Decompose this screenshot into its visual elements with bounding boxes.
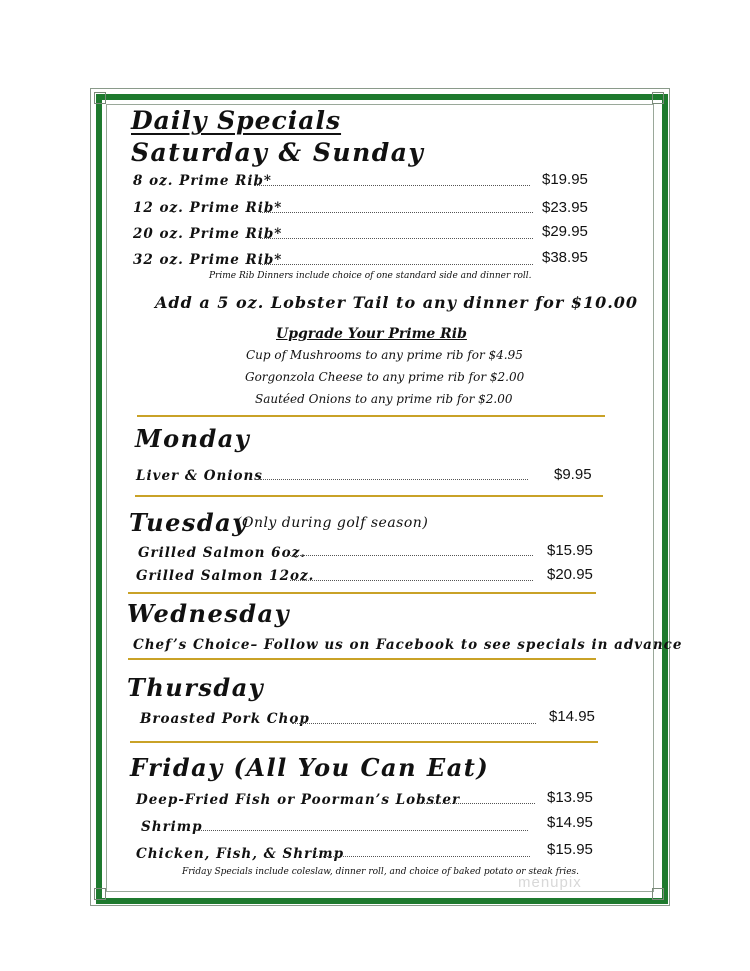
menu-item-name: 32 oz. Prime Rib* <box>133 252 283 268</box>
upgrade-option: Sautéed Onions to any prime rib for $2.00 <box>255 392 513 406</box>
tuesday-subheading: (Only during golf season) <box>236 515 429 531</box>
dot-leader <box>254 184 530 186</box>
menu-item-price: $38.95 <box>542 249 588 266</box>
dot-leader <box>260 211 533 213</box>
prime-rib-note: Prime Rib Dinners include choice of one standard side and dinner roll. <box>209 271 532 281</box>
menu-item-price: $20.95 <box>547 566 593 583</box>
menu-item-name: Grilled Salmon 12oz. <box>136 568 315 584</box>
menu-item-price: $15.95 <box>547 542 593 559</box>
corner-ornament <box>94 888 106 900</box>
friday-note: Friday Specials include coleslaw, dinner roll, and choice of baked potato or steak fries. <box>182 867 580 877</box>
section-divider <box>135 495 603 497</box>
dot-leader <box>260 237 533 239</box>
menu-item-price: $14.95 <box>549 708 595 725</box>
menu-item-price: $23.95 <box>542 199 588 216</box>
menu-item-name: Broasted Pork Chop <box>140 711 310 727</box>
menu-item-name: Deep-Fried Fish or Poorman’s Lobster <box>136 792 461 808</box>
menu-item-price: $9.95 <box>554 466 592 483</box>
menu-item-name: Grilled Salmon 6oz. <box>138 545 306 561</box>
section-divider <box>128 658 596 660</box>
menu-item-name: 20 oz. Prime Rib* <box>133 226 283 242</box>
dot-leader <box>196 829 528 831</box>
menu-item-name: Liver & Onions <box>136 468 263 484</box>
wednesday-heading: Wednesday <box>127 599 291 628</box>
menu-item-name: 12 oz. Prime Rib* <box>133 200 283 216</box>
watermark: menupix <box>518 874 582 891</box>
lobster-addon: Add a 5 oz. Lobster Tail to any dinner for $10.00 <box>155 293 639 312</box>
dot-leader <box>418 802 535 804</box>
section-divider <box>128 592 596 594</box>
menu-item-price: $14.95 <box>547 814 593 831</box>
menu-item-price: $13.95 <box>547 789 593 806</box>
dot-leader <box>260 263 533 265</box>
dot-leader <box>260 478 528 480</box>
corner-ornament <box>94 92 106 104</box>
corner-ornament <box>652 92 664 104</box>
page-title: Daily Specials <box>131 106 342 135</box>
dot-leader <box>290 554 533 556</box>
friday-heading: Friday (All You Can Eat) <box>130 753 490 782</box>
section-divider <box>137 415 605 417</box>
corner-ornament <box>652 888 664 900</box>
upgrade-option: Gorgonzola Cheese to any prime rib for $2.00 <box>245 370 525 384</box>
section-divider <box>130 741 598 743</box>
menu-item-name: 8 oz. Prime Rib* <box>133 173 272 189</box>
menu-item-price: $29.95 <box>542 223 588 240</box>
dot-leader <box>292 722 536 724</box>
tuesday-heading: Tuesday <box>129 508 248 537</box>
upgrade-title: Upgrade Your Prime Rib <box>276 326 467 342</box>
weekend-heading: Saturday & Sunday <box>131 138 425 167</box>
upgrade-option: Cup of Mushrooms to any prime rib for $4.95 <box>246 348 523 362</box>
dot-leader <box>290 579 533 581</box>
menu-item-name: Shrimp <box>141 819 203 835</box>
menu-item-price: $15.95 <box>547 841 593 858</box>
menu-item-name: Chicken, Fish, & Shrimp <box>136 846 345 862</box>
thursday-heading: Thursday <box>127 673 265 702</box>
monday-heading: Monday <box>135 424 251 453</box>
dot-leader <box>316 855 530 857</box>
menu-item-price: $19.95 <box>542 171 588 188</box>
wednesday-text: Chef’s Choice– Follow us on Facebook to see specials in advance <box>133 637 683 653</box>
